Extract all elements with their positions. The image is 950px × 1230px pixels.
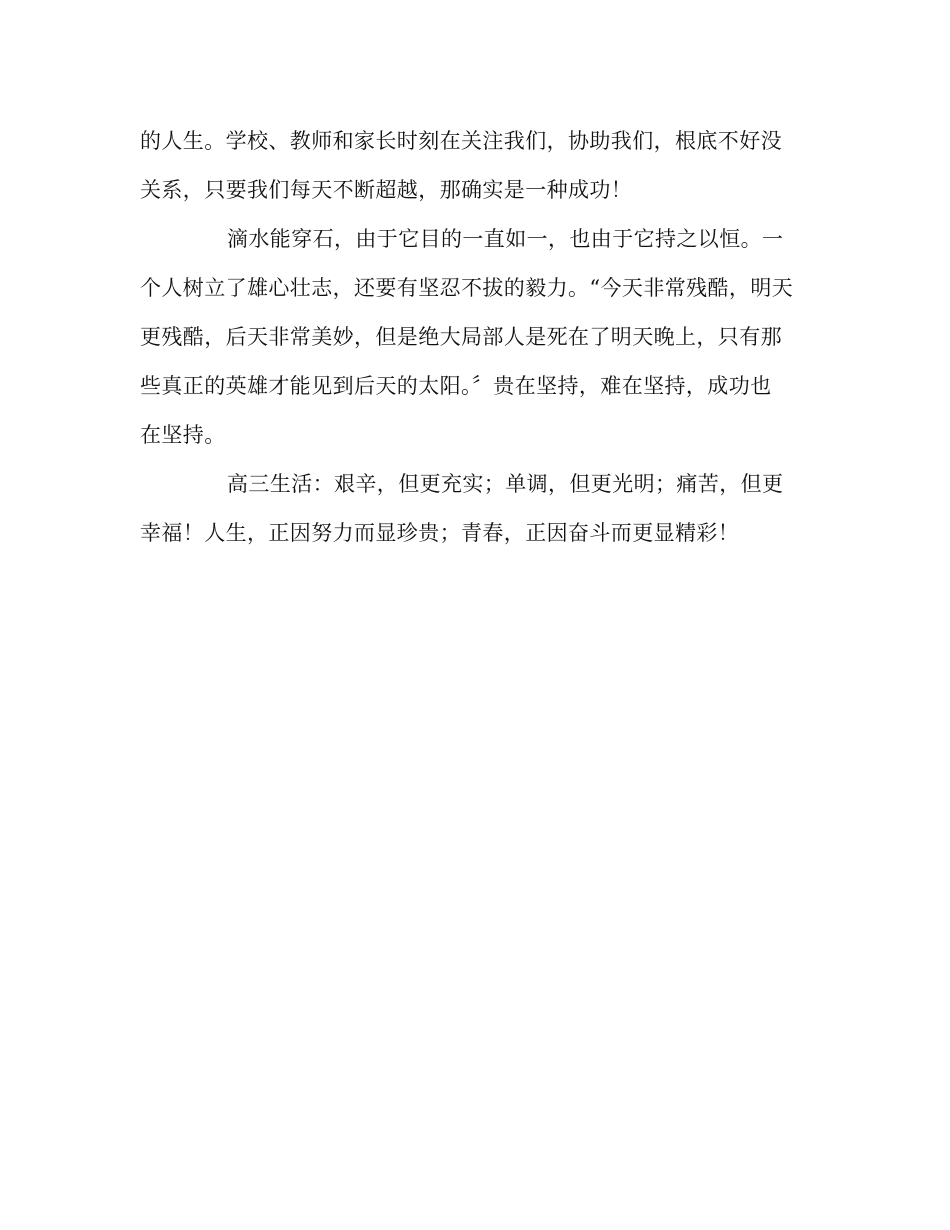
text-line: 滴水能穿石，由于它目的一直如一，也由于它持之以恒。一 bbox=[227, 227, 784, 251]
document-body bbox=[140, 117, 808, 558]
text-line: 的人生。学校、教师和家长时刻在关注我们，协助我们，根底不好没 bbox=[140, 129, 782, 153]
paragraph bbox=[140, 460, 808, 558]
text-line: 个人树立了雄心壮志，还要有坚忍不拔的毅力。“今天非常残酷，明天 bbox=[140, 276, 794, 300]
text-line: 高三生活：艰辛，但更充实；单调，但更光明；痛苦，但更 bbox=[227, 472, 784, 496]
text-line: 更残酷，后天非常美妙，但是绝大局部人是死在了明天晚上，只有那 bbox=[140, 325, 782, 349]
text-line: 些真正的英雄才能见到后天的太阳。〞贵在坚持，难在坚持，成功也 bbox=[140, 374, 772, 398]
paragraph bbox=[140, 117, 808, 215]
text-line: 关系，只要我们每天不断超越，那确实是一种成功！ bbox=[140, 178, 633, 202]
paragraph bbox=[140, 215, 808, 460]
text-line: 幸福！人生，正因努力而显珍贵；青春，正因奋斗而更显精彩！ bbox=[140, 521, 740, 545]
text-line: 在坚持。 bbox=[140, 423, 226, 447]
